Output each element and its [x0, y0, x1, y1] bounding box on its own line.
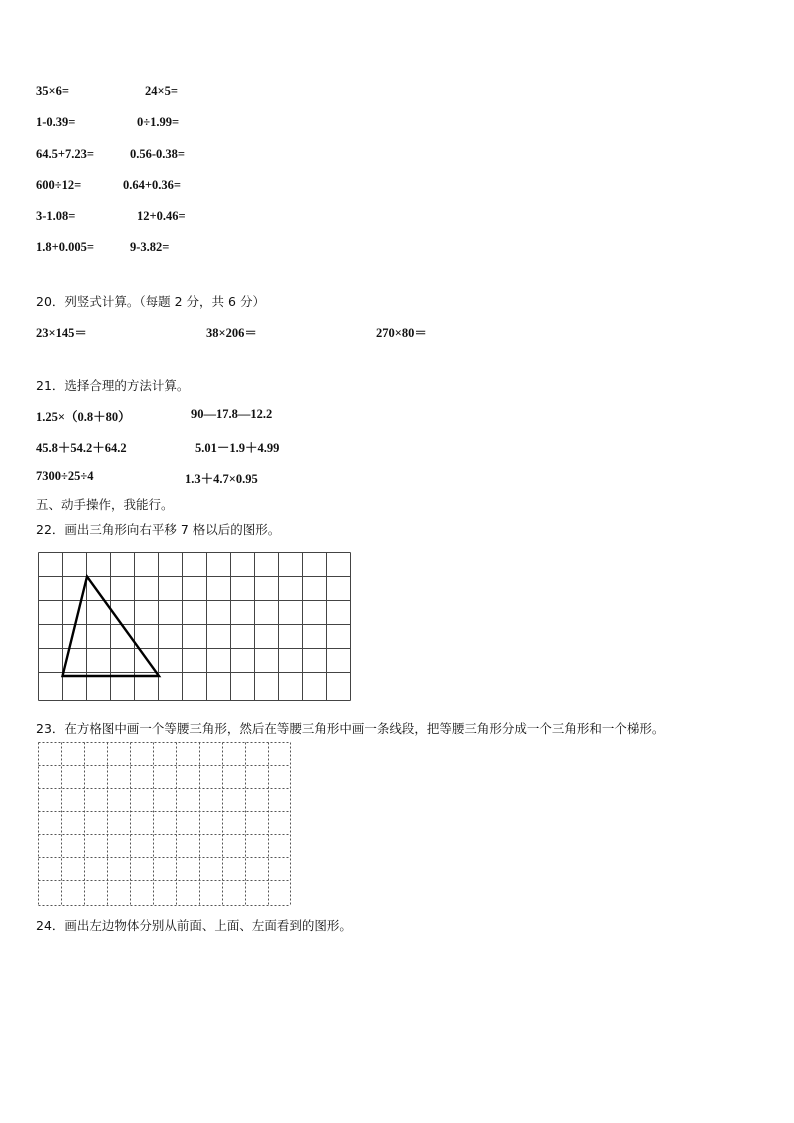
- q21-item: 45.8＋54.2＋64.2: [36, 441, 127, 455]
- mental-math-item: 0.64+0.36=: [123, 178, 181, 192]
- mental-math-item: 12+0.46=: [137, 209, 186, 223]
- q21-item: 1.3＋4.7×0.95: [185, 472, 258, 486]
- mental-math-item: 35×6=: [36, 84, 69, 98]
- q20-item: 38×206＝: [206, 326, 257, 340]
- mental-math-item: 600÷12=: [36, 178, 82, 192]
- mental-math-item: 64.5+7.23=: [36, 147, 94, 161]
- q22-grid: [38, 552, 352, 702]
- q23-title: 23．在方格图中画一个等腰三角形，然后在等腰三角形中画一条线段，把等腰三角形分成一个三角形和一个梯形。: [36, 721, 665, 736]
- q24-title: 24．画出左边物体分别从前面、上面、左面看到的图形。: [36, 918, 352, 933]
- q21-item: 1.25×（0.8＋80）: [36, 410, 131, 424]
- mental-math-item: 24×5=: [145, 84, 178, 98]
- q20-item: 270×80＝: [376, 326, 427, 340]
- q22-title: 22．画出三角形向右平移 7 格以后的图形。: [36, 522, 281, 537]
- q21-title: 21．选择合理的方法计算。: [36, 378, 190, 393]
- q20-item: 23×145＝: [36, 326, 87, 340]
- mental-math-item: 1-0.39=: [36, 115, 76, 129]
- q23-dotted-grid: [38, 742, 292, 908]
- q21-item: 7300÷25÷4: [36, 469, 94, 483]
- q20-title: 20．列竖式计算。（每题 2 分，共 6 分）: [36, 294, 265, 309]
- mental-math-item: 9-3.82=: [130, 240, 170, 254]
- mental-math-item: 3-1.08=: [36, 209, 76, 223]
- mental-math-item: 0÷1.99=: [137, 115, 180, 129]
- mental-math-item: 1.8+0.005=: [36, 240, 94, 254]
- q21-item: 5.01－1.9＋4.99: [195, 441, 280, 455]
- mental-math-item: 0.56-0.38=: [130, 147, 186, 161]
- section5-title: 五、动手操作，我能行。: [36, 497, 174, 512]
- q21-item: 90—17.8—12.2: [191, 407, 273, 421]
